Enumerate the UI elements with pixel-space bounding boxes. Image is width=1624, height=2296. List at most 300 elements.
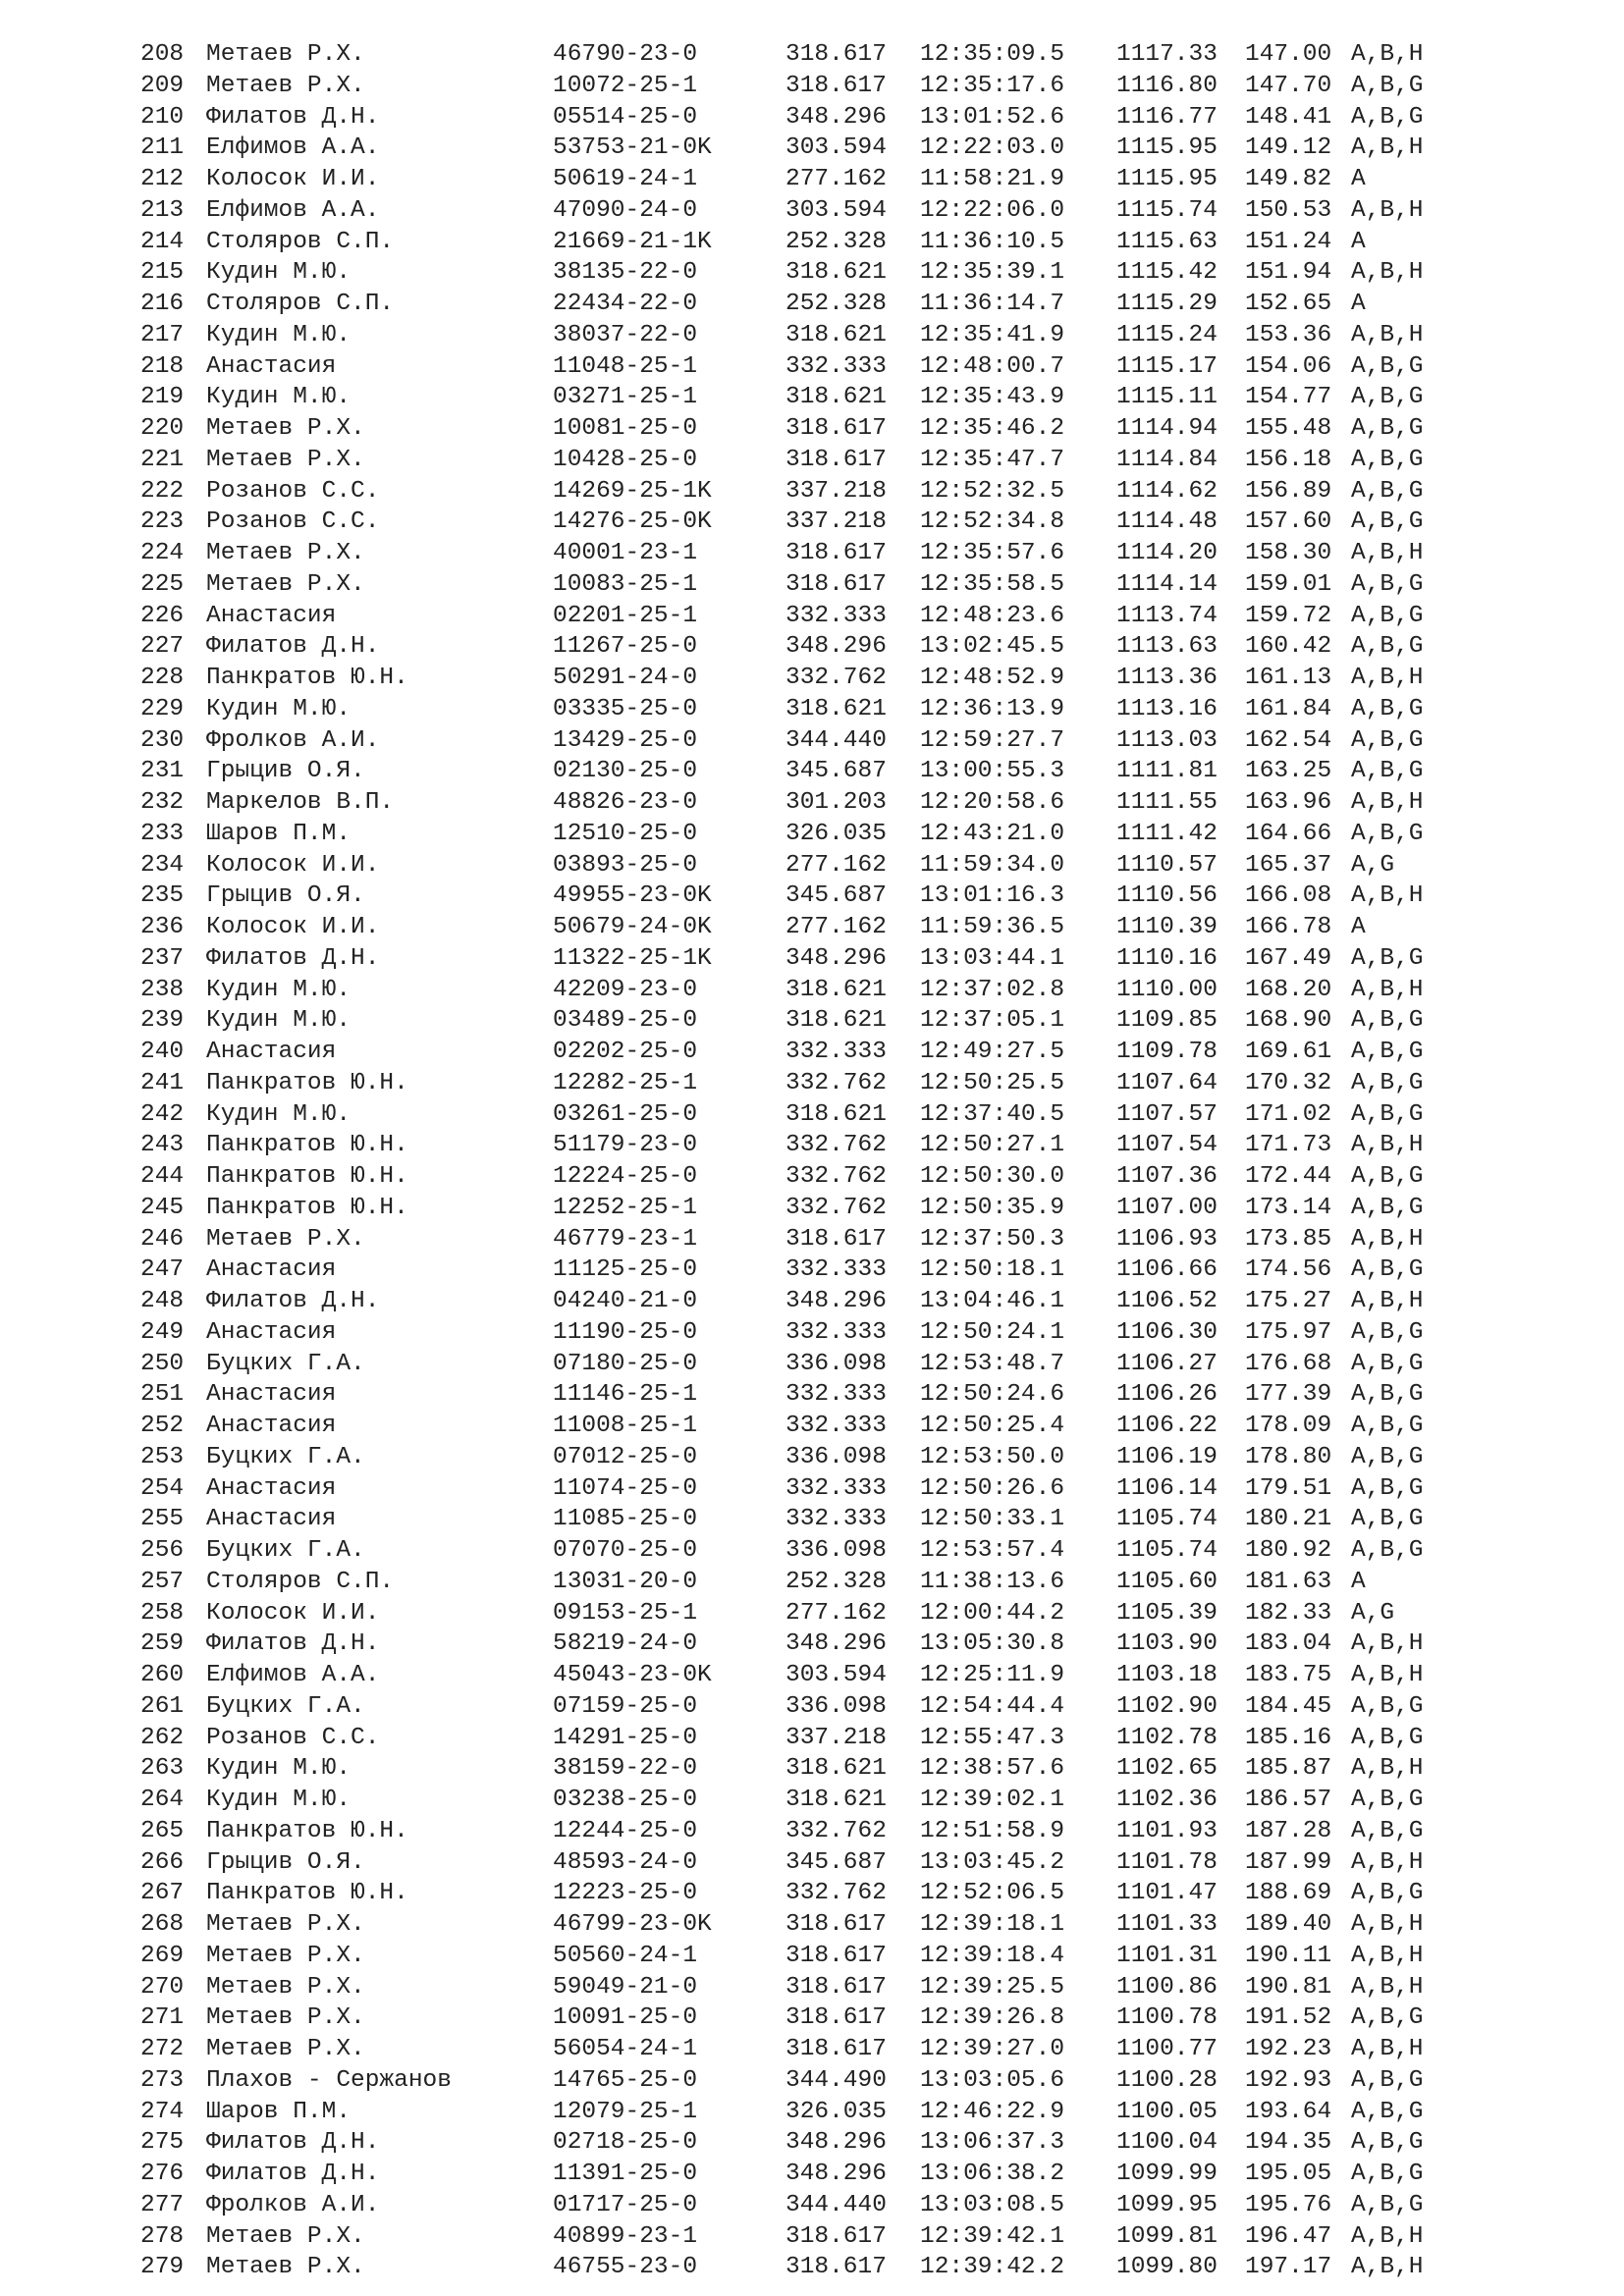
speed: 1106.22 <box>1116 1413 1218 1439</box>
speed: 1101.78 <box>1116 1848 1218 1876</box>
speed: 1113.74 <box>1116 602 1218 629</box>
arrival-time: 12:50:27.1 <box>920 1132 1065 1159</box>
groups: A,B,H <box>1351 259 1424 287</box>
arrival-time: 13:03:44.1 <box>920 944 1065 972</box>
speed: 1106.19 <box>1116 1443 1218 1470</box>
ring-number: 14276-25-0K <box>553 508 712 536</box>
points: 157.60 <box>1245 508 1332 536</box>
ring-number: 11322-25-1K <box>553 944 712 972</box>
points: 156.89 <box>1245 477 1332 505</box>
arrival-time: 12:50:24.1 <box>920 1318 1065 1346</box>
speed: 1099.80 <box>1116 2254 1218 2281</box>
row-number: 233 <box>140 820 185 847</box>
row-number: 243 <box>140 1132 185 1159</box>
participant-name: Столяров С.П. <box>206 291 395 317</box>
distance: 326.035 <box>785 820 887 847</box>
speed: 1115.11 <box>1116 384 1218 411</box>
row-number: 269 <box>140 1942 185 1969</box>
ring-number: 01717-25-0 <box>553 2191 698 2218</box>
participant-name: Буцких Г.А. <box>206 1350 365 1377</box>
ring-number: 11048-25-1 <box>553 352 698 380</box>
points: 163.96 <box>1245 789 1332 816</box>
groups: A,B,H <box>1351 2222 1424 2250</box>
groups: A,B,H <box>1351 1662 1424 1688</box>
ring-number: 59049-21-0 <box>553 1973 698 2001</box>
points: 159.01 <box>1245 570 1332 598</box>
arrival-time: 12:39:18.1 <box>920 1911 1065 1938</box>
ring-number: 13429-25-0 <box>553 726 698 754</box>
ring-number: 13031-20-0 <box>553 1568 698 1595</box>
participant-name: Метаев Р.Х. <box>206 1911 365 1938</box>
participant-name: Анастасия <box>206 1318 337 1346</box>
ring-number: 40001-23-1 <box>553 540 698 566</box>
speed: 1107.36 <box>1116 1163 1218 1190</box>
points: 153.36 <box>1245 321 1332 348</box>
distance: 303.594 <box>785 196 887 224</box>
participant-name: Панкратов Ю.Н. <box>206 1194 408 1221</box>
groups: A,B,G <box>1351 820 1424 847</box>
distance: 318.621 <box>785 259 887 287</box>
row-number: 272 <box>140 2036 185 2062</box>
speed: 1111.81 <box>1116 758 1218 785</box>
ring-number: 46790-23-0 <box>553 41 698 68</box>
speed: 1115.29 <box>1116 291 1218 317</box>
points: 175.27 <box>1245 1288 1332 1314</box>
participant-name: Метаев Р.Х. <box>206 570 365 598</box>
row-number: 223 <box>140 508 185 536</box>
speed: 1106.30 <box>1116 1318 1218 1346</box>
groups: A,B,G <box>1351 477 1424 505</box>
distance: 348.296 <box>785 1288 887 1314</box>
speed: 1115.24 <box>1116 321 1218 348</box>
speed: 1102.65 <box>1116 1755 1218 1783</box>
distance: 318.617 <box>785 2254 887 2281</box>
row-number: 274 <box>140 2098 185 2125</box>
groups: A,B,G <box>1351 758 1424 785</box>
groups: A <box>1351 228 1366 255</box>
ring-number: 03271-25-1 <box>553 384 698 411</box>
points: 182.33 <box>1245 1599 1332 1627</box>
participant-name: Розанов С.С. <box>206 477 380 505</box>
speed: 1110.57 <box>1116 851 1218 879</box>
points: 167.49 <box>1245 944 1332 972</box>
groups: A,B,H <box>1351 976 1424 1003</box>
groups: A,B,G <box>1351 695 1424 722</box>
speed: 1113.03 <box>1116 726 1218 754</box>
row-number: 244 <box>140 1163 185 1190</box>
points: 149.12 <box>1245 134 1332 162</box>
points: 170.32 <box>1245 1069 1332 1096</box>
points: 196.47 <box>1245 2222 1332 2250</box>
participant-name: Анастасия <box>206 1256 337 1284</box>
ring-number: 38135-22-0 <box>553 259 698 287</box>
groups: A,B,G <box>1351 1194 1424 1221</box>
row-number: 216 <box>140 291 185 317</box>
groups: A,B,G <box>1351 1069 1424 1096</box>
points: 180.21 <box>1245 1506 1332 1533</box>
points: 192.23 <box>1245 2036 1332 2062</box>
groups: A <box>1351 1568 1366 1595</box>
row-number: 253 <box>140 1443 185 1470</box>
arrival-time: 13:02:45.5 <box>920 633 1065 661</box>
groups: A,B,G <box>1351 2129 1424 2157</box>
participant-name: Розанов С.С. <box>206 1724 380 1751</box>
ring-number: 50291-24-0 <box>553 665 698 691</box>
ring-number: 48826-23-0 <box>553 789 698 816</box>
participant-name: Грыцив О.Я. <box>206 758 365 785</box>
speed: 1115.63 <box>1116 228 1218 255</box>
participant-name: Панкратов Ю.Н. <box>206 1817 408 1844</box>
points: 161.13 <box>1245 665 1332 691</box>
arrival-time: 12:43:21.0 <box>920 820 1065 847</box>
groups: A,B,G <box>1351 1817 1424 1844</box>
speed: 1101.93 <box>1116 1817 1218 1844</box>
participant-name: Метаев Р.Х. <box>206 2004 365 2032</box>
arrival-time: 12:37:50.3 <box>920 1225 1065 1253</box>
distance: 318.621 <box>785 321 887 348</box>
ring-number: 14765-25-0 <box>553 2066 698 2094</box>
groups: A,B,H <box>1351 1630 1424 1658</box>
points: 168.20 <box>1245 976 1332 1003</box>
speed: 1116.77 <box>1116 103 1218 131</box>
ring-number: 12224-25-0 <box>553 1163 698 1190</box>
participant-name: Елфимов А.А. <box>206 196 380 224</box>
speed: 1113.63 <box>1116 633 1218 661</box>
points: 173.14 <box>1245 1194 1332 1221</box>
distance: 332.333 <box>785 602 887 629</box>
arrival-time: 12:35:47.7 <box>920 446 1065 473</box>
groups: A,B,G <box>1351 384 1424 411</box>
distance: 318.621 <box>785 1755 887 1783</box>
row-number: 208 <box>140 41 185 68</box>
arrival-time: 13:04:46.1 <box>920 1288 1065 1314</box>
row-number: 220 <box>140 415 185 442</box>
ring-number: 12282-25-1 <box>553 1069 698 1096</box>
speed: 1105.39 <box>1116 1599 1218 1627</box>
arrival-time: 12:22:03.0 <box>920 134 1065 162</box>
distance: 348.296 <box>785 1630 887 1658</box>
points: 177.39 <box>1245 1381 1332 1409</box>
arrival-time: 12:39:42.1 <box>920 2222 1065 2250</box>
participant-name: Метаев Р.Х. <box>206 1973 365 2001</box>
groups: A,B,G <box>1351 1443 1424 1470</box>
points: 186.57 <box>1245 1787 1332 1813</box>
groups: A,B,G <box>1351 1537 1424 1564</box>
participant-name: Кудин М.Ю. <box>206 259 352 287</box>
distance: 336.098 <box>785 1350 887 1377</box>
speed: 1114.84 <box>1116 446 1218 473</box>
speed: 1101.33 <box>1116 1911 1218 1938</box>
groups: A,B,G <box>1351 1506 1424 1533</box>
participant-name: Фролков А.И. <box>206 726 380 754</box>
participant-name: Анастасия <box>206 352 337 380</box>
groups: A,B,G <box>1351 2161 1424 2187</box>
points: 189.40 <box>1245 1911 1332 1938</box>
arrival-time: 12:50:30.0 <box>920 1163 1065 1190</box>
row-number: 248 <box>140 1288 185 1314</box>
distance: 345.687 <box>785 758 887 785</box>
arrival-time: 12:37:02.8 <box>920 976 1065 1003</box>
ring-number: 03893-25-0 <box>553 851 698 879</box>
speed: 1106.93 <box>1116 1225 1218 1253</box>
points: 151.24 <box>1245 228 1332 255</box>
ring-number: 12510-25-0 <box>553 820 698 847</box>
participant-name: Буцких Г.А. <box>206 1537 365 1564</box>
arrival-time: 12:48:52.9 <box>920 665 1065 691</box>
row-number: 228 <box>140 665 185 691</box>
speed: 1100.04 <box>1116 2129 1218 2157</box>
ring-number: 11267-25-0 <box>553 633 698 661</box>
groups: A,B,G <box>1351 1163 1424 1190</box>
ring-number: 11085-25-0 <box>553 1506 698 1533</box>
distance: 332.333 <box>785 1039 887 1065</box>
distance: 332.762 <box>785 665 887 691</box>
row-number: 224 <box>140 540 185 566</box>
arrival-time: 12:20:58.6 <box>920 789 1065 816</box>
points: 197.17 <box>1245 2254 1332 2281</box>
arrival-time: 12:51:58.9 <box>920 1817 1065 1844</box>
speed: 1100.78 <box>1116 2004 1218 2032</box>
row-number: 210 <box>140 103 185 131</box>
ring-number: 10072-25-1 <box>553 72 698 99</box>
speed: 1099.95 <box>1116 2191 1218 2218</box>
speed: 1100.77 <box>1116 2036 1218 2062</box>
participant-name: Метаев Р.Х. <box>206 1942 365 1969</box>
arrival-time: 12:50:25.4 <box>920 1413 1065 1439</box>
points: 176.68 <box>1245 1350 1332 1377</box>
row-number: 265 <box>140 1817 185 1844</box>
ring-number: 21669-21-1K <box>553 228 712 255</box>
row-number: 231 <box>140 758 185 785</box>
speed: 1106.52 <box>1116 1288 1218 1314</box>
points: 162.54 <box>1245 726 1332 754</box>
distance: 318.617 <box>785 1225 887 1253</box>
distance: 318.617 <box>785 41 887 68</box>
participant-name: Колосок И.И. <box>206 166 380 192</box>
arrival-time: 12:54:44.4 <box>920 1692 1065 1720</box>
groups: A,B,G <box>1351 2004 1424 2032</box>
groups: A,B,G <box>1351 1692 1424 1720</box>
ring-number: 12079-25-1 <box>553 2098 698 2125</box>
groups: A,B,H <box>1351 665 1424 691</box>
ring-number: 51179-23-0 <box>553 1132 698 1159</box>
row-number: 235 <box>140 882 185 910</box>
participant-name: Метаев Р.Х. <box>206 2254 365 2281</box>
participant-name: Филатов Д.Н. <box>206 2161 380 2187</box>
speed: 1107.00 <box>1116 1194 1218 1221</box>
speed: 1114.14 <box>1116 570 1218 598</box>
groups: A,B,G <box>1351 726 1424 754</box>
ring-number: 11008-25-1 <box>553 1413 698 1439</box>
speed: 1101.47 <box>1116 1880 1218 1907</box>
groups: A,B,H <box>1351 1973 1424 2001</box>
participant-name: Филатов Д.Н. <box>206 633 380 661</box>
speed: 1114.62 <box>1116 477 1218 505</box>
ring-number: 07070-25-0 <box>553 1537 698 1564</box>
points: 175.97 <box>1245 1318 1332 1346</box>
row-number: 256 <box>140 1537 185 1564</box>
participant-name: Метаев Р.Х. <box>206 2222 365 2250</box>
speed: 1110.39 <box>1116 914 1218 940</box>
arrival-time: 13:01:16.3 <box>920 882 1065 910</box>
ring-number: 48593-24-0 <box>553 1848 698 1876</box>
points: 152.65 <box>1245 291 1332 317</box>
participant-name: Шаров П.М. <box>206 820 352 847</box>
distance: 332.762 <box>785 1880 887 1907</box>
ring-number: 46779-23-1 <box>553 1225 698 1253</box>
distance: 336.098 <box>785 1443 887 1470</box>
distance: 318.617 <box>785 540 887 566</box>
distance: 332.762 <box>785 1132 887 1159</box>
row-number: 236 <box>140 914 185 940</box>
groups: A,B,G <box>1351 1318 1424 1346</box>
ring-number: 42209-23-0 <box>553 976 698 1003</box>
row-number: 234 <box>140 851 185 879</box>
points: 178.80 <box>1245 1443 1332 1470</box>
speed: 1106.27 <box>1116 1350 1218 1377</box>
arrival-time: 13:01:52.6 <box>920 103 1065 131</box>
distance: 344.440 <box>785 726 887 754</box>
speed: 1109.78 <box>1116 1039 1218 1065</box>
row-number: 227 <box>140 633 185 661</box>
groups: A,B,G <box>1351 602 1424 629</box>
row-number: 214 <box>140 228 185 255</box>
participant-name: Елфимов А.А. <box>206 134 380 162</box>
speed: 1100.86 <box>1116 1973 1218 2001</box>
distance: 348.296 <box>785 2161 887 2187</box>
row-number: 213 <box>140 196 185 224</box>
points: 149.82 <box>1245 166 1332 192</box>
participant-name: Филатов Д.Н. <box>206 103 380 131</box>
arrival-time: 12:35:43.9 <box>920 384 1065 411</box>
groups: A,B,G <box>1351 1039 1424 1065</box>
groups: A,B,G <box>1351 352 1424 380</box>
points: 151.94 <box>1245 259 1332 287</box>
participant-name: Кудин М.Ю. <box>206 384 352 411</box>
participant-name: Колосок И.И. <box>206 851 380 879</box>
points: 171.73 <box>1245 1132 1332 1159</box>
distance: 318.617 <box>785 570 887 598</box>
speed: 1110.00 <box>1116 976 1218 1003</box>
participant-name: Буцких Г.А. <box>206 1443 365 1470</box>
groups: A,B,G <box>1351 1350 1424 1377</box>
groups: A,B,H <box>1351 1225 1424 1253</box>
row-number: 246 <box>140 1225 185 1253</box>
distance: 332.762 <box>785 1194 887 1221</box>
participant-name: Грыцив О.Я. <box>206 882 365 910</box>
points: 179.51 <box>1245 1474 1332 1502</box>
row-number: 211 <box>140 134 185 162</box>
speed: 1106.66 <box>1116 1256 1218 1284</box>
ring-number: 03261-25-0 <box>553 1100 698 1128</box>
ring-number: 03238-25-0 <box>553 1787 698 1813</box>
speed: 1110.56 <box>1116 882 1218 910</box>
arrival-time: 12:39:27.0 <box>920 2036 1065 2062</box>
row-number: 266 <box>140 1848 185 1876</box>
points: 195.05 <box>1245 2161 1332 2187</box>
groups: A,B,H <box>1351 1942 1424 1969</box>
row-number: 251 <box>140 1381 185 1409</box>
ring-number: 02202-25-0 <box>553 1039 698 1065</box>
arrival-time: 13:06:38.2 <box>920 2161 1065 2187</box>
points: 155.48 <box>1245 415 1332 442</box>
arrival-time: 13:06:37.3 <box>920 2129 1065 2157</box>
ring-number: 49955-23-0K <box>553 882 712 910</box>
speed: 1099.99 <box>1116 2161 1218 2187</box>
ring-number: 02718-25-0 <box>553 2129 698 2157</box>
arrival-time: 11:59:34.0 <box>920 851 1065 879</box>
distance: 336.098 <box>785 1537 887 1564</box>
arrival-time: 12:52:06.5 <box>920 1880 1065 1907</box>
arrival-time: 12:39:18.4 <box>920 1942 1065 1969</box>
points: 191.52 <box>1245 2004 1332 2032</box>
points: 154.06 <box>1245 352 1332 380</box>
speed: 1111.42 <box>1116 820 1218 847</box>
distance: 318.617 <box>785 415 887 442</box>
participant-name: Грыцив О.Я. <box>206 1848 365 1876</box>
arrival-time: 12:00:44.2 <box>920 1599 1065 1627</box>
participant-name: Фролков А.И. <box>206 2191 380 2218</box>
points: 178.09 <box>1245 1413 1332 1439</box>
row-number: 262 <box>140 1724 185 1751</box>
arrival-time: 12:46:22.9 <box>920 2098 1065 2125</box>
points: 173.85 <box>1245 1225 1332 1253</box>
speed: 1102.78 <box>1116 1724 1218 1751</box>
ring-number: 11391-25-0 <box>553 2161 698 2187</box>
participant-name: Плахов - Сержанов <box>206 2066 452 2094</box>
arrival-time: 13:03:05.6 <box>920 2066 1065 2094</box>
row-number: 209 <box>140 72 185 99</box>
arrival-time: 11:36:10.5 <box>920 228 1065 255</box>
distance: 318.617 <box>785 1942 887 1969</box>
points: 190.81 <box>1245 1973 1332 2001</box>
distance: 332.333 <box>785 1381 887 1409</box>
groups: A,B,G <box>1351 2066 1424 2094</box>
row-number: 239 <box>140 1007 185 1035</box>
ring-number: 02130-25-0 <box>553 758 698 785</box>
points: 147.00 <box>1245 41 1332 68</box>
distance: 348.296 <box>785 2129 887 2157</box>
ring-number: 07159-25-0 <box>553 1692 698 1720</box>
groups: A,B,G <box>1351 508 1424 536</box>
points: 147.70 <box>1245 72 1332 99</box>
arrival-time: 13:03:45.2 <box>920 1848 1065 1876</box>
distance: 332.333 <box>785 1474 887 1502</box>
groups: A,B,G <box>1351 2098 1424 2125</box>
distance: 303.594 <box>785 1662 887 1688</box>
arrival-time: 12:38:57.6 <box>920 1755 1065 1783</box>
distance: 252.328 <box>785 1568 887 1595</box>
speed: 1114.20 <box>1116 540 1218 566</box>
row-number: 237 <box>140 944 185 972</box>
groups: A,B,H <box>1351 882 1424 910</box>
ring-number: 02201-25-1 <box>553 602 698 629</box>
participant-name: Столяров С.П. <box>206 1568 395 1595</box>
row-number: 212 <box>140 166 185 192</box>
groups: A,B,G <box>1351 1100 1424 1128</box>
distance: 332.333 <box>785 352 887 380</box>
participant-name: Филатов Д.Н. <box>206 2129 380 2157</box>
groups: A,B,H <box>1351 1288 1424 1314</box>
points: 192.93 <box>1245 2066 1332 2094</box>
distance: 318.621 <box>785 1100 887 1128</box>
distance: 277.162 <box>785 914 887 940</box>
points: 180.92 <box>1245 1537 1332 1564</box>
row-number: 221 <box>140 446 185 473</box>
speed: 1100.05 <box>1116 2098 1218 2125</box>
ring-number: 47090-24-0 <box>553 196 698 224</box>
ring-number: 03489-25-0 <box>553 1007 698 1035</box>
